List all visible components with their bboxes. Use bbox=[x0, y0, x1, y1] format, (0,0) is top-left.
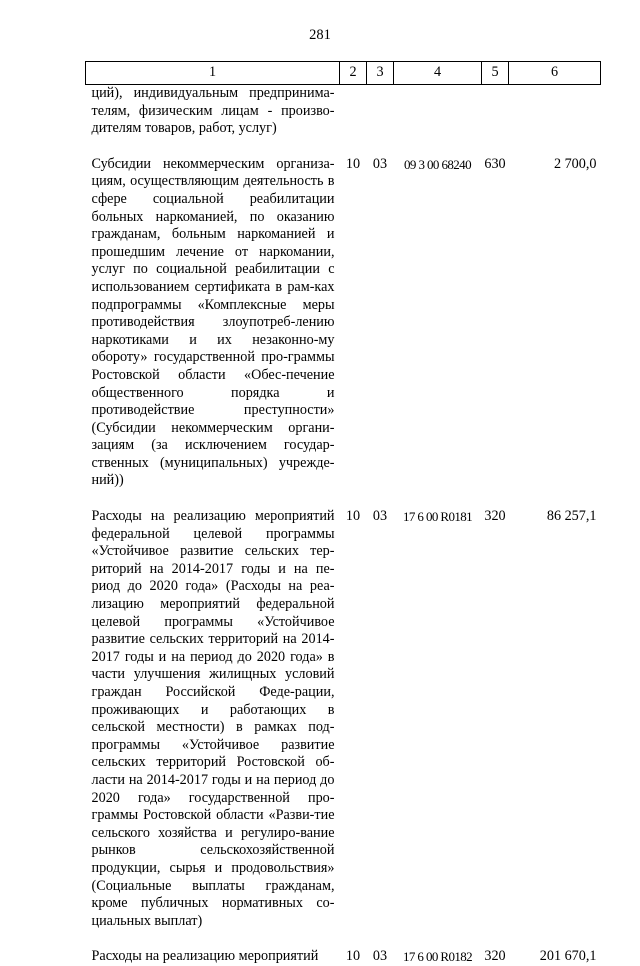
row-expense-type: 630 bbox=[484, 155, 506, 172]
header-col-6: 6 bbox=[509, 62, 601, 85]
header-col-1: 1 bbox=[86, 62, 340, 85]
header-col-4: 4 bbox=[394, 62, 482, 85]
row-expense-type bbox=[482, 85, 509, 138]
row-description: Расходы на реализацию мероприятий bbox=[91, 948, 319, 965]
row-section: 10 bbox=[345, 508, 361, 525]
header-col-5: 5 bbox=[482, 62, 509, 85]
table-row bbox=[86, 85, 601, 138]
row-subsection: 03 bbox=[372, 155, 388, 172]
header-col-3: 3 bbox=[367, 62, 394, 85]
table-row bbox=[86, 930, 601, 966]
page-number: 281 bbox=[309, 27, 331, 43]
row-subsection bbox=[367, 85, 394, 138]
row-amount: 86 257,1 bbox=[546, 508, 597, 525]
row-expense-type: 320 bbox=[484, 948, 506, 965]
row-target-article: 17 6 00 R0182 bbox=[402, 949, 473, 965]
row-description: Расходы на реализацию мероприятий федеральной целевой программы «Устойчивое развитие сельских тер-риторий на 2014-2017 годы и на пе-риод до 2020 года» (Расходы на реа-лизацию мероприятий федеральной целевой программы «Устойчивое развитие сельских территорий на 2014-2017 годы и на период до 2020 года» в части улучшения жилищных условий граждан Российской Феде-рации, проживающих и работающих в сельской местности) в рамках под-программы «Устойчивое развитие сельских территорий Ростовской об-ласти на 2014-2017 годы и на период до 2020 года» государственной про-граммы Ростовской области «Разви-тие сельского хозяйства и регулиро-вание рынков сельскохозяйственной продукции, сырья и продовольствия» (Социальные выплаты гражданам, кроме публичных нормативных со-циальных выплат) bbox=[91, 508, 335, 929]
row-section: 10 bbox=[345, 948, 361, 965]
row-target-article bbox=[394, 85, 482, 138]
row-description: ций), индивидуальным предпринима-телям, физическим лицам - произво-дителям товаров, работ, услуг) bbox=[91, 85, 335, 137]
row-target-article: 17 6 00 R0181 bbox=[402, 509, 473, 525]
row-expense-type: 320 bbox=[484, 508, 506, 525]
row-target-article: 09 3 00 68240 bbox=[404, 156, 471, 172]
table-header-row bbox=[86, 62, 601, 85]
row-subsection: 03 bbox=[372, 508, 388, 525]
row-subsection: 03 bbox=[372, 948, 388, 965]
row-section: 10 bbox=[345, 155, 361, 172]
table-row bbox=[86, 138, 601, 490]
row-section bbox=[340, 85, 367, 138]
row-amount: 201 670,1 bbox=[539, 948, 597, 965]
budget-table bbox=[85, 61, 601, 966]
table-row bbox=[86, 490, 601, 930]
row-description: Субсидии некоммерческим организа-циям, осуществляющим деятельность в сфере социальной реабилитации больных наркоманией, по оказанию гражданам, больным наркоманией и прошедшим лечение от наркомании, услуг по социальной реабилитации с использованием сертификата в рам-ках подпрограммы «Комплексные меры противодействия злоупотреб-лению наркотиками и их незаконно-му обороту» государственной про-граммы Ростовской области «Обес-печение общественного порядка и противодействие преступности» (Субсидии некоммерческим органи-зациям (за исключением государ-ственных (муниципальных) учрежде-ний)) bbox=[91, 155, 335, 489]
header-col-2: 2 bbox=[340, 62, 367, 85]
row-amount: 2 700,0 bbox=[553, 155, 597, 172]
row-amount bbox=[509, 85, 601, 138]
